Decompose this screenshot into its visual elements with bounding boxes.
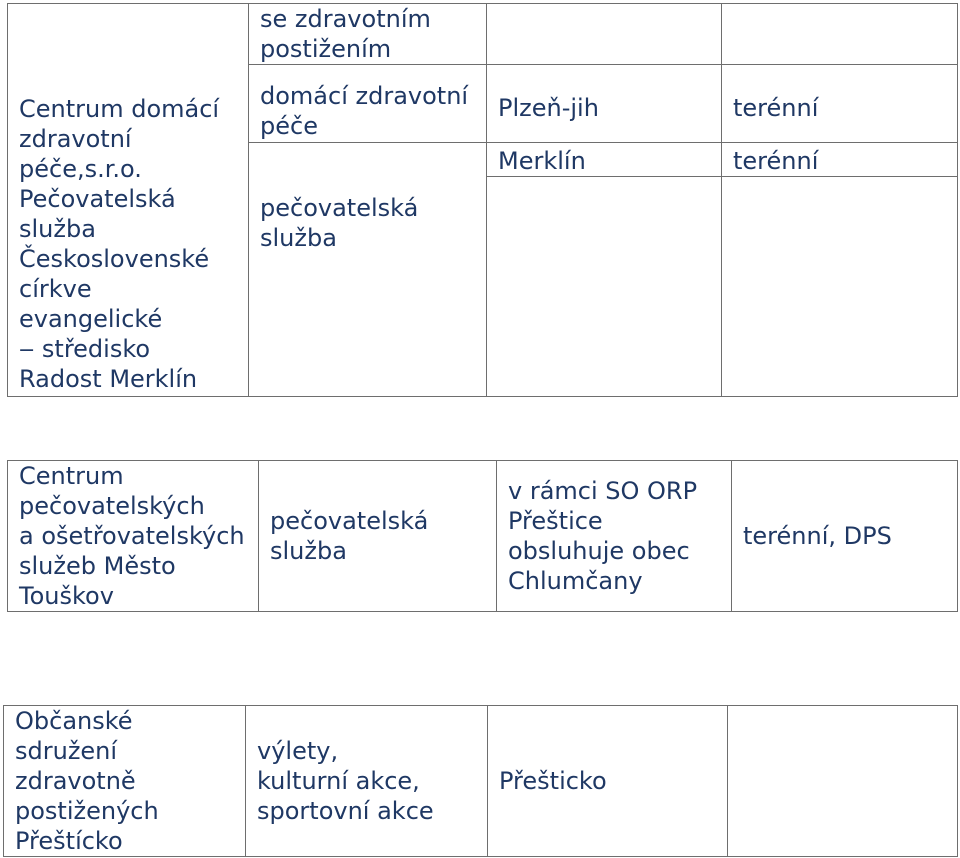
org-line: církve — [19, 275, 92, 303]
table-2 — [7, 460, 958, 612]
org-line: Centrum domácí — [19, 95, 220, 123]
service-line: se zdravotním — [260, 5, 431, 33]
org-line: Občanské — [15, 707, 133, 735]
service-line: péče — [260, 112, 318, 140]
service-home-care-cell — [249, 65, 487, 143]
service-line: výlety, — [257, 737, 339, 765]
org-line: ‒ středisko — [19, 335, 151, 363]
org-line: zdravotní — [19, 125, 132, 153]
type-cell — [722, 143, 958, 177]
area-text: Plzeň-jih — [498, 94, 599, 122]
area-cell — [488, 706, 728, 857]
area-line: Chlumčany — [508, 567, 643, 595]
org-line: pečovatelských — [19, 492, 205, 520]
org-line: péče,s.r.o. — [19, 155, 142, 183]
org-line: a ošetřovatelských — [19, 522, 245, 550]
type-cell — [728, 706, 958, 857]
org-line: Touškov — [19, 582, 114, 610]
service-care-cell — [249, 143, 487, 397]
empty-cell — [487, 177, 722, 397]
org-line: sdružení — [15, 737, 118, 765]
org-line: postižených — [15, 797, 159, 825]
service-line: služba — [260, 224, 337, 252]
table-1 — [7, 3, 958, 397]
org-line: Pečovatelská — [19, 185, 176, 213]
org-line: služba — [19, 215, 96, 243]
org-line: služeb Město — [19, 552, 176, 580]
type-text: terénní, DPS — [743, 522, 892, 550]
org-line: zdravotně — [15, 767, 136, 795]
area-line: v rámci SO ORP — [508, 477, 698, 505]
area-text: Merklín — [498, 147, 586, 175]
empty-cell — [722, 4, 958, 65]
org-cell — [8, 4, 249, 397]
empty-cell — [487, 4, 722, 65]
area-cell — [487, 143, 722, 177]
type-text: terénní — [733, 147, 819, 175]
empty-cell — [722, 177, 958, 397]
org-cell — [8, 461, 259, 612]
area-line: obsluhuje obec — [508, 537, 690, 565]
org-line: Přeštícko — [15, 827, 123, 855]
type-cell — [722, 65, 958, 143]
service-cell — [259, 461, 497, 612]
type-cell — [732, 461, 958, 612]
table-3 — [3, 705, 958, 857]
service-line: kulturní akce, — [257, 767, 420, 795]
org-line: Československé — [19, 245, 210, 273]
org-line: Radost Merklín — [19, 365, 198, 393]
org-line: evangelické — [19, 305, 163, 333]
service-line: sportovní akce — [257, 797, 434, 825]
area-cell — [487, 65, 722, 143]
service-cell — [246, 706, 488, 857]
area-text: Přešticko — [499, 767, 607, 795]
org-cell — [4, 706, 246, 857]
service-line: pečovatelská — [270, 507, 429, 535]
area-line: Přeštice — [508, 507, 603, 535]
service-top-cell — [249, 4, 487, 65]
org-line: Centrum — [19, 462, 124, 490]
service-line: domácí zdravotní — [260, 82, 469, 110]
service-line: pečovatelská — [260, 194, 419, 222]
service-line: služba — [270, 537, 347, 565]
area-cell — [497, 461, 732, 612]
service-line: postižením — [260, 35, 392, 63]
type-text: terénní — [733, 94, 819, 122]
